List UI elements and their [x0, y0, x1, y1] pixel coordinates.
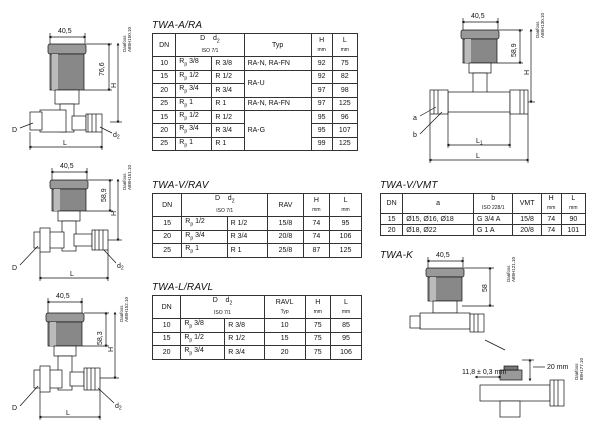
cell-d2: R 3/4	[225, 346, 264, 359]
fig1-h-label: H	[111, 82, 118, 88]
fig6-brand: Danfoss	[574, 363, 579, 380]
cell-dn: 15	[153, 110, 176, 123]
twa-v-header	[153, 194, 362, 217]
fig2-d-label: D	[12, 265, 18, 272]
cell-l: 107	[332, 124, 357, 137]
cell-dn: 20	[153, 230, 182, 243]
twa-l-table	[152, 295, 362, 360]
twa-a-header	[153, 34, 358, 57]
cell-h: 99	[311, 137, 332, 150]
twa-v-h-d: D $d_2$ ISO 7/1	[182, 194, 268, 217]
cell-h: 75	[305, 332, 330, 345]
cell-l: 96	[332, 110, 357, 123]
twa-a-h-dn: DN	[153, 34, 176, 57]
cell-l: 125	[332, 137, 357, 150]
fig4-height-label: 58,9	[511, 43, 518, 57]
cell-d: $R_p$ 1	[182, 244, 227, 257]
twa-l-row	[153, 346, 362, 359]
twa-l-h-h: H mm	[305, 296, 330, 319]
twa-a-row	[153, 97, 358, 110]
twa-vmt-title: TWA-V/VMT	[380, 180, 438, 191]
fig4-l1-label: $L_1$	[476, 138, 483, 147]
twa-l-row	[153, 319, 362, 332]
cell-a: Ø15, Ø16, Ø18	[403, 214, 474, 225]
twa-a-h-h: H mm	[311, 34, 332, 57]
fig1-l-label: L	[63, 140, 67, 147]
fig1-d-label: D	[12, 127, 18, 134]
cell-l: 106	[331, 346, 362, 359]
twa-v-h-h: H mm	[303, 194, 329, 217]
cell-d2: R 3/4	[212, 84, 244, 97]
twa-v-h-dn: DN	[153, 194, 182, 217]
cell-d2: R 1	[227, 244, 268, 257]
cell-dn: 20	[153, 84, 176, 97]
fig1-width-label: 40,5	[58, 28, 72, 35]
cell-dn: 20	[153, 124, 176, 137]
cell-b: G 1 A	[474, 225, 513, 236]
twa-v-h-l: L mm	[330, 194, 362, 217]
fig4-width-label: 40,5	[471, 13, 485, 20]
twa-a-row	[153, 57, 358, 70]
twa-v-h-typ: RAV	[268, 194, 304, 217]
cell-d: $R_p$ 3/8	[176, 57, 212, 70]
cell-d: $R_p$ 1/2	[176, 70, 212, 83]
twa-a-title: TWA-A/RA	[152, 20, 203, 31]
twa-vmt-row	[381, 214, 586, 225]
fig4-l-label: L	[476, 153, 480, 160]
twa-vmt-header	[381, 194, 586, 214]
twa-l-row	[153, 332, 362, 345]
twa-vmt-row	[381, 225, 586, 236]
cell-dn: 15	[153, 217, 182, 230]
fig3-height-label: 58,3	[97, 331, 104, 345]
twa-v-body	[153, 217, 362, 257]
cell-h: 92	[311, 57, 332, 70]
cell-h: 87	[303, 244, 329, 257]
cell-l: 75	[332, 57, 357, 70]
fig5-brand: Danfoss	[506, 265, 511, 282]
cell-vmt: 15/8	[513, 214, 541, 225]
cell-dn: 15	[153, 332, 181, 345]
fig4-b-label: b	[413, 132, 417, 139]
cell-vmt: 20/8	[513, 225, 541, 236]
cell-typ: 20	[264, 346, 305, 359]
cell-h: 75	[305, 346, 330, 359]
cell-d: $R_p$ 3/4	[181, 346, 225, 359]
twa-l-body	[153, 319, 362, 359]
fig6-code: 88H177.10	[579, 357, 584, 380]
cell-typ: 10	[264, 319, 305, 332]
twa-k-title: TWA-K	[380, 250, 414, 261]
twa-a-row	[153, 110, 358, 123]
cell-h: 95	[311, 124, 332, 137]
twa-v-row	[153, 244, 362, 257]
cell-d2: R 3/4	[227, 230, 268, 243]
cell-d: $R_p$ 1/2	[182, 217, 227, 230]
cell-l: 98	[332, 84, 357, 97]
cell-dn: 10	[153, 319, 181, 332]
cell-dn: 15	[153, 70, 176, 83]
cell-dn: 15	[381, 214, 403, 225]
valve-drawing-twa-v	[20, 168, 122, 281]
cell-d2: R 3/8	[225, 319, 264, 332]
twa-a-body	[153, 57, 358, 151]
fig3-width-label: 40,5	[56, 293, 70, 300]
fig3-d2-label: $d_2$	[115, 403, 122, 412]
cell-dn: 25	[153, 244, 182, 257]
twa-a-h-typ: Typ	[244, 34, 311, 57]
twa-l-h-l: L mm	[331, 296, 362, 319]
cell-dn: 10	[153, 57, 176, 70]
cell-l: 82	[332, 70, 357, 83]
cell-d2: R 1/2	[212, 110, 244, 123]
twa-vmt-table	[380, 193, 586, 236]
cell-h: 97	[311, 97, 332, 110]
cell-d2: R 3/4	[212, 124, 244, 137]
twa-l-h-d: D $d_2$ ISO 7/1	[181, 296, 264, 319]
twa-vmt-h-l: L mm	[561, 194, 585, 214]
twa-l-h-dn: DN	[153, 296, 181, 319]
fig3-h-label: H	[108, 346, 115, 352]
cell-h: 97	[311, 84, 332, 97]
twa-v-table	[152, 193, 362, 258]
cell-a: Ø18, Ø22	[403, 225, 474, 236]
fig5-code: A88H121.10	[511, 256, 516, 282]
fig2-l-label: L	[70, 271, 74, 278]
cell-d: $R_p$ 1/2	[181, 332, 225, 345]
cell-typ: RA-N, RA-FN	[244, 57, 311, 70]
cell-typ: 15/8	[268, 217, 304, 230]
cell-d: $R_p$ 1	[176, 97, 212, 110]
fig1-height-label: 76,6	[99, 62, 106, 76]
fig3-d-label: D	[12, 405, 18, 412]
cell-d2: R 1/2	[212, 70, 244, 83]
twa-l-title: TWA-L/RAVL	[152, 282, 214, 293]
fig4-code: A88H130.10	[540, 12, 545, 38]
cell-d2: R 3/8	[212, 57, 244, 70]
twa-vmt-h-a: a	[403, 194, 474, 214]
cell-l: 101	[561, 225, 585, 236]
twa-vmt-h-b: b ISO 228/1	[474, 194, 513, 214]
fig3-brand: Danfoss	[119, 305, 124, 322]
valve-drawing-twa-k	[410, 257, 505, 350]
cell-dn: 20	[381, 225, 403, 236]
cell-l: 125	[330, 244, 362, 257]
cell-d: $R_p$ 3/4	[182, 230, 227, 243]
fig2-brand: Danfoss	[122, 173, 127, 190]
twa-l-h-typ: RAVL Typ	[264, 296, 305, 319]
fig5-height-label: 58	[482, 284, 489, 292]
cell-d: $R_p$ 1	[176, 137, 212, 150]
cell-l: 95	[330, 217, 362, 230]
cell-h: 95	[311, 110, 332, 123]
cell-l: 106	[330, 230, 362, 243]
fig2-h-label: H	[111, 210, 118, 216]
twa-v-title: TWA-V/RAV	[152, 180, 209, 191]
fig2-width-label: 40,5	[60, 163, 74, 170]
fig3-code: A88H152.10	[124, 296, 129, 322]
twa-vmt-h-vmt: VMT	[513, 194, 541, 214]
cell-typ: 25/8	[268, 244, 304, 257]
cell-dn: 25	[153, 137, 176, 150]
twa-vmt-body	[381, 214, 586, 236]
fig2-height-label: 58,9	[101, 188, 108, 202]
cell-typ: RA-G	[244, 110, 311, 150]
cell-d: $R_p$ 3/4	[176, 124, 212, 137]
fig6-offset-label: 11,8 ± 0,3 mm	[462, 369, 507, 376]
cell-d2: R 1	[212, 137, 244, 150]
twa-a-h-l: L mm	[332, 34, 357, 57]
cell-l: 95	[331, 332, 362, 345]
fig1-code: A88H150.10	[127, 26, 132, 52]
twa-v-row	[153, 217, 362, 230]
fig3-l-label: L	[66, 410, 70, 417]
twa-a-row	[153, 70, 358, 83]
cell-typ: 20/8	[268, 230, 304, 243]
cell-dn: 25	[153, 97, 176, 110]
cell-h: 74	[303, 230, 329, 243]
cell-d2: R 1	[212, 97, 244, 110]
fig6-gap-label: 20 mm	[547, 364, 569, 371]
cell-h: 92	[311, 70, 332, 83]
cell-typ: RA-U	[244, 70, 311, 97]
twa-a-h-d: D $d_2$ ISO 7/1	[176, 34, 244, 57]
fig2-d2-label: $d_2$	[117, 263, 124, 272]
twa-vmt-h-dn: DN	[381, 194, 403, 214]
cell-d: $R_p$ 1/2	[176, 110, 212, 123]
cell-dn: 20	[153, 346, 181, 359]
cell-d: $R_p$ 3/4	[176, 84, 212, 97]
twa-a-table	[152, 33, 358, 151]
cell-l: 125	[332, 97, 357, 110]
cell-h: 75	[305, 319, 330, 332]
fig1-d2-label: $d_2$	[113, 132, 120, 141]
fig2-code: A88H151.10	[127, 164, 132, 190]
fig5-width-label: 40,5	[436, 252, 450, 259]
cell-d: $R_p$ 3/8	[181, 319, 225, 332]
cell-typ: RA-N, RA-FN	[244, 97, 311, 110]
cell-l: 90	[561, 214, 585, 225]
fig4-h-label: H	[524, 69, 531, 75]
cell-h: 74	[541, 214, 561, 225]
cell-l: 85	[331, 319, 362, 332]
twa-l-header	[153, 296, 362, 319]
fig1-brand: Danfoss	[122, 35, 127, 52]
twa-v-row	[153, 230, 362, 243]
cell-d2: R 1/2	[227, 217, 268, 230]
valve-drawing-twa-a	[20, 33, 122, 150]
cell-h: 74	[541, 225, 561, 236]
fig4-brand: Danfoss	[535, 21, 540, 38]
cell-h: 74	[303, 217, 329, 230]
valve-drawing-twa-l	[20, 298, 119, 420]
twa-vmt-h-h: H mm	[541, 194, 561, 214]
cell-b: G 3/4 A	[474, 214, 513, 225]
fig4-a-label: a	[413, 115, 417, 122]
cell-d2: R 1/2	[225, 332, 264, 345]
cell-typ: 15	[264, 332, 305, 345]
